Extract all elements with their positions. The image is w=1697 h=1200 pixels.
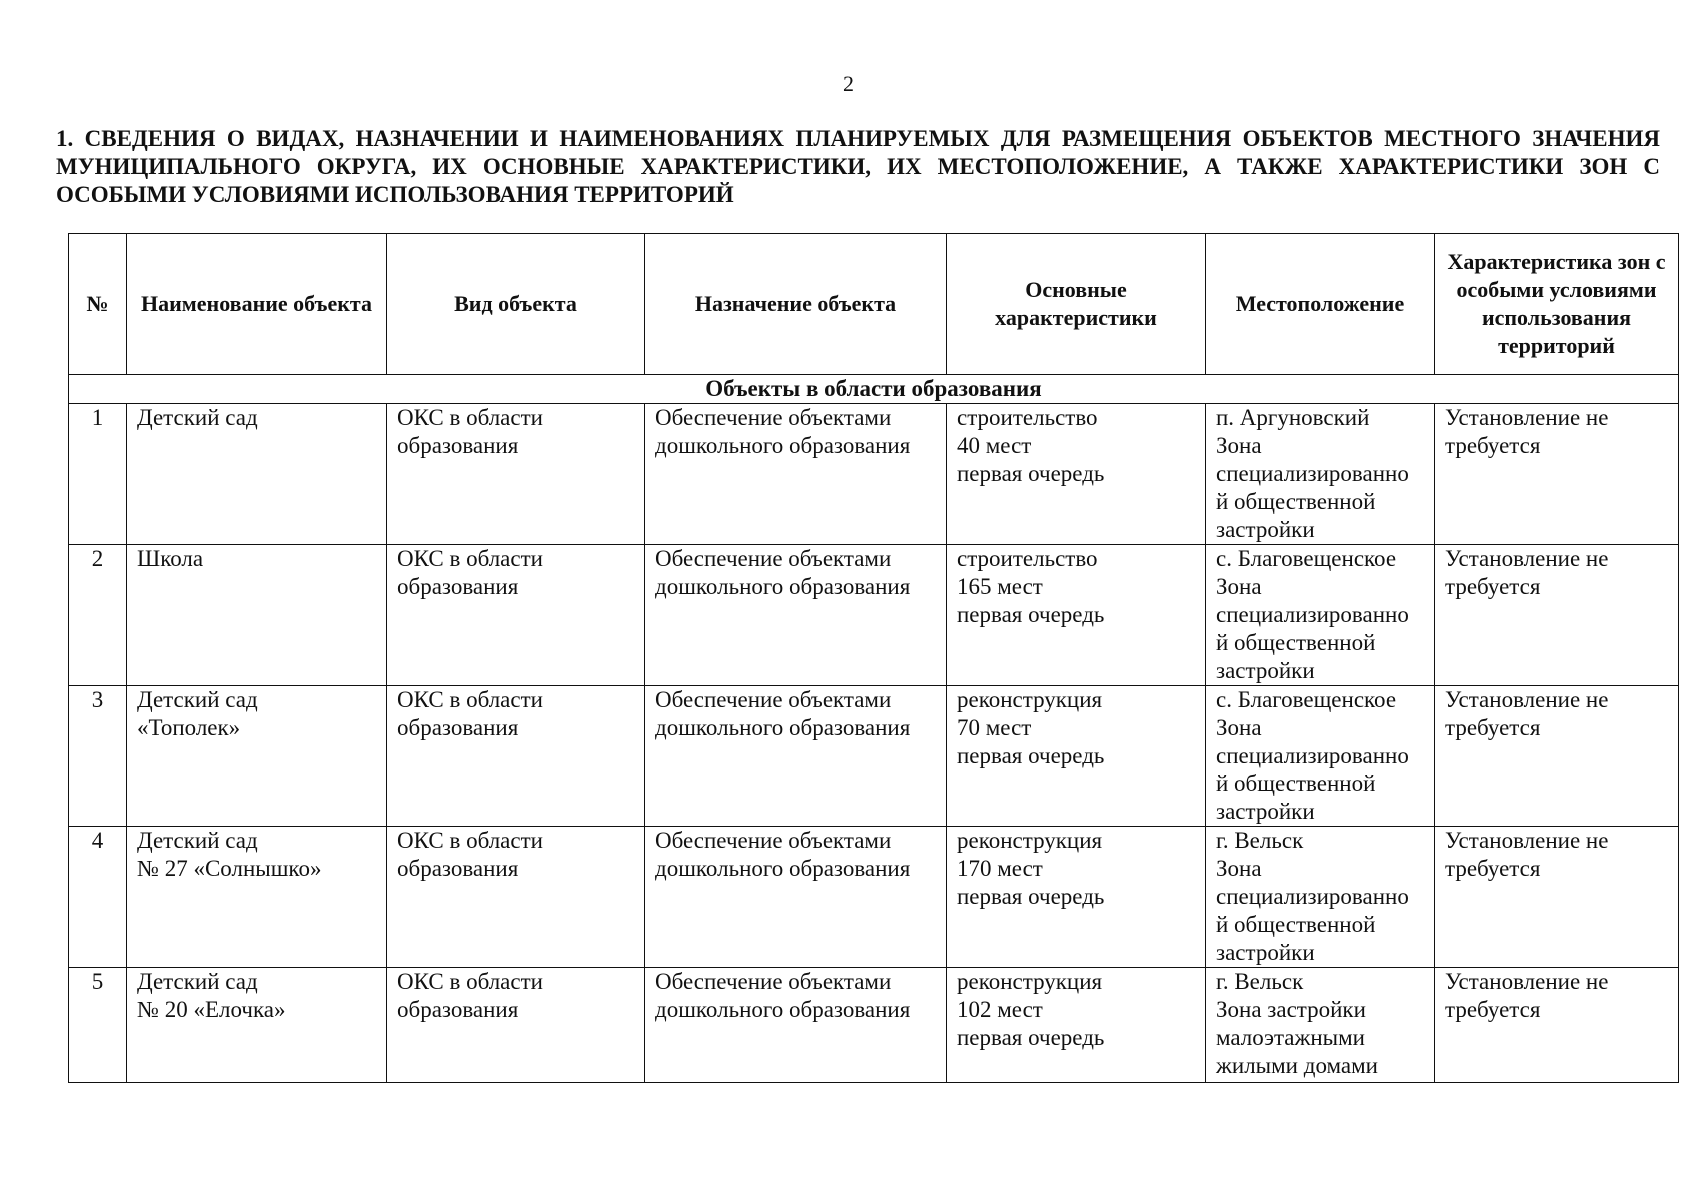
cell-name: [127, 686, 387, 827]
cell-line: требуется: [1445, 997, 1541, 1022]
cell-line: «Тополек»: [137, 715, 241, 740]
cell-location: [1206, 545, 1435, 686]
cell-line: дошкольного образования: [655, 433, 911, 458]
cell-line: ОКС в области: [397, 546, 543, 571]
table-row: [69, 404, 1679, 545]
cell-line: 40 мест: [957, 433, 1032, 458]
cell-location: [1206, 968, 1435, 1083]
cell-purpose: [645, 686, 947, 827]
cell-line: специализированно: [1216, 602, 1409, 627]
cell-line: № 27 «Солнышко»: [137, 856, 322, 881]
cell-zones: [1435, 686, 1679, 827]
cell-characteristics: [947, 545, 1206, 686]
cell-line: малоэтажными: [1216, 1025, 1365, 1050]
cell-line: первая очередь: [957, 743, 1105, 768]
cell-number: 4: [69, 827, 127, 968]
cell-line: требуется: [1445, 715, 1541, 740]
cell-line: Обеспечение объектами: [655, 687, 892, 712]
cell-line: г. Вельск: [1216, 828, 1304, 853]
cell-line: Зона: [1216, 715, 1262, 740]
cell-line: Установление не: [1445, 828, 1609, 853]
column-header-type: Вид объекта: [387, 234, 645, 375]
cell-line: г. Вельск: [1216, 969, 1304, 994]
section-row: [69, 375, 1679, 404]
cell-line: строительство: [957, 546, 1098, 571]
cell-location: [1206, 404, 1435, 545]
cell-purpose: [645, 827, 947, 968]
cell-line: дошкольного образования: [655, 715, 911, 740]
cell-line: жилыми домами: [1216, 1053, 1378, 1078]
cell-zones: [1435, 404, 1679, 545]
cell-line: реконструкция: [957, 969, 1103, 994]
cell-line: п. Аргуновский: [1216, 405, 1370, 430]
cell-name: [127, 968, 387, 1083]
cell-line: образования: [397, 433, 519, 458]
column-header-zones: Характеристика зон с особыми условиями использования территорий: [1435, 234, 1679, 375]
cell-line: дошкольного образования: [655, 997, 911, 1022]
cell-line: Детский сад: [137, 405, 258, 430]
table-row: [69, 686, 1679, 827]
cell-zones: [1435, 827, 1679, 968]
table-header-row: [69, 234, 1679, 375]
cell-type: [387, 968, 645, 1083]
cell-line: Зона: [1216, 856, 1262, 881]
cell-line: й общественной: [1216, 630, 1376, 655]
cell-line: дошкольного образования: [655, 856, 911, 881]
cell-line: Установление не: [1445, 546, 1609, 571]
cell-type: [387, 404, 645, 545]
cell-purpose: [645, 404, 947, 545]
cell-purpose: [645, 545, 947, 686]
cell-line: Обеспечение объектами: [655, 546, 892, 571]
cell-number: 3: [69, 686, 127, 827]
cell-name: [127, 404, 387, 545]
cell-line: требуется: [1445, 433, 1541, 458]
cell-line: Установление не: [1445, 969, 1609, 994]
cell-line: реконструкция: [957, 828, 1103, 853]
cell-line: Зона: [1216, 574, 1262, 599]
column-header-location: Местоположение: [1206, 234, 1435, 375]
cell-line: 70 мест: [957, 715, 1032, 740]
cell-line: Школа: [137, 546, 204, 571]
cell-line: Детский сад: [137, 969, 258, 994]
table-row: [69, 545, 1679, 686]
cell-line: ОКС в области: [397, 405, 543, 430]
column-header-name: Наименование объекта: [127, 234, 387, 375]
cell-line: й общественной: [1216, 912, 1376, 937]
cell-line: Детский сад: [137, 687, 258, 712]
cell-line: специализированно: [1216, 884, 1409, 909]
cell-line: застройки: [1216, 517, 1315, 542]
cell-line: 170 мест: [957, 856, 1043, 881]
cell-line: строительство: [957, 405, 1098, 430]
cell-location: [1206, 827, 1435, 968]
cell-line: Установление не: [1445, 687, 1609, 712]
cell-line: образования: [397, 997, 519, 1022]
cell-line: застройки: [1216, 658, 1315, 683]
cell-type: [387, 545, 645, 686]
cell-characteristics: [947, 404, 1206, 545]
cell-name: [127, 545, 387, 686]
cell-line: специализированно: [1216, 743, 1409, 768]
cell-characteristics: [947, 686, 1206, 827]
cell-line: образования: [397, 856, 519, 881]
cell-line: Зона застройки: [1216, 997, 1366, 1022]
cell-type: [387, 686, 645, 827]
cell-location: [1206, 686, 1435, 827]
cell-line: Обеспечение объектами: [655, 969, 892, 994]
cell-line: 102 мест: [957, 997, 1043, 1022]
cell-purpose: [645, 968, 947, 1083]
cell-line: Детский сад: [137, 828, 258, 853]
cell-line: Установление не: [1445, 405, 1609, 430]
cell-zones: [1435, 968, 1679, 1083]
cell-line: первая очередь: [957, 602, 1105, 627]
column-header-characteristics: Основные характеристики: [947, 234, 1206, 375]
table-row: [69, 827, 1679, 968]
cell-zones: [1435, 545, 1679, 686]
cell-line: № 20 «Елочка»: [137, 997, 286, 1022]
cell-line: 165 мест: [957, 574, 1043, 599]
cell-characteristics: [947, 827, 1206, 968]
column-header-number: №: [69, 234, 127, 375]
cell-line: с. Благовещенское: [1216, 687, 1397, 712]
cell-line: дошкольного образования: [655, 574, 911, 599]
cell-name: [127, 827, 387, 968]
cell-number: 2: [69, 545, 127, 686]
cell-line: требуется: [1445, 856, 1541, 881]
cell-line: образования: [397, 574, 519, 599]
cell-line: ОКС в области: [397, 687, 543, 712]
cell-line: застройки: [1216, 799, 1315, 824]
column-header-purpose: Назначение объекта: [645, 234, 947, 375]
cell-line: с. Благовещенское: [1216, 546, 1397, 571]
cell-characteristics: [947, 968, 1206, 1083]
cell-line: ОКС в области: [397, 828, 543, 853]
cell-line: Обеспечение объектами: [655, 405, 892, 430]
table-body: [69, 375, 1679, 1083]
objects-table: [68, 233, 1679, 1083]
cell-line: застройки: [1216, 940, 1315, 965]
cell-line: ОКС в области: [397, 969, 543, 994]
section-title: Объекты в области образования: [69, 375, 1679, 404]
page-number: 2: [843, 71, 854, 96]
cell-line: первая очередь: [957, 884, 1105, 909]
cell-line: образования: [397, 715, 519, 740]
cell-line: первая очередь: [957, 1025, 1105, 1050]
cell-line: специализированно: [1216, 461, 1409, 486]
table-row: [69, 968, 1679, 1083]
cell-line: Зона: [1216, 433, 1262, 458]
cell-line: Обеспечение объектами: [655, 828, 892, 853]
cell-line: й общественной: [1216, 771, 1376, 796]
section-heading: 1. СВЕДЕНИЯ О ВИДАХ, НАЗНАЧЕНИИ И НАИМЕНОВАНИЯХ ПЛАНИРУЕМЫХ ДЛЯ РАЗМЕЩЕНИЯ ОБЪЕКТОВ МЕСТНОГО ЗНАЧЕНИЯ МУНИЦИПАЛЬНОГО ОКРУГА, ИХ ОСНОВНЫЕ ХАРАКТЕРИСТИКИ, ИХ МЕСТОПОЛОЖЕНИЕ, А ТАКЖЕ ХАРАКТЕРИСТИКИ ЗОН С ОСОБЫМИ УСЛОВИЯМИ ИСПОЛЬЗОВАНИЯ ТЕРРИТОРИЙ: [56, 126, 1660, 207]
cell-number: 5: [69, 968, 127, 1083]
cell-line: первая очередь: [957, 461, 1105, 486]
cell-number: 1: [69, 404, 127, 545]
cell-line: й общественной: [1216, 489, 1376, 514]
cell-line: требуется: [1445, 574, 1541, 599]
cell-type: [387, 827, 645, 968]
cell-line: реконструкция: [957, 687, 1103, 712]
